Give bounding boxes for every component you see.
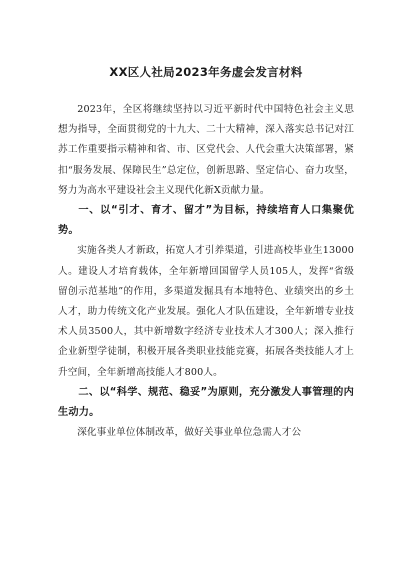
section-heading-1: 一、以“引才、育才、留才”为目标，持续培育人口集聚优势。 — [58, 205, 354, 237]
section-heading-2: 二、以“科学、规范、稳妥”为原则，充分激发人事管理的内生动力。 — [58, 386, 354, 419]
document-content — [58, 64, 354, 443]
section-body-1: 实施各类人才新政，拓宽人才引养渠道，引进高校毕业生13000人。建设人才培育载体，全年新增回国留学人员105人，发挥“省级留创示范基地”的作用，多渠道发掘具有本地特色、业绩突出的乡土人才，助力传统文化产业发展。强化人才队伍建设，全年新增专业技术人员3500人，其中新增数字经济专业技术人才300人；深入推行企业新型学徒制，积极开展各类职业技能竞赛，拓展各类技能人才上升空间，全年新增高技能人才800人。 — [58, 245, 354, 378]
document-title: XX区人社局2023年务虚会发言材料 — [109, 65, 303, 79]
intro-paragraph: 2023年，全区将继续坚持以习近平新时代中国特色社会主义思想为指导，全面贯彻党的十九大、二十大精神，深入落实总书记对江苏工作重要指示精神和省、市、区党代会、人代会重大决策部署，紧扣“服务发展、保障民生”总定位，创新思路、坚定信心、奋力攻坚，努力为高水平建设社会主义现代化新X贡献力量。 — [58, 104, 354, 196]
section-body-2: 深化事业单位体制改革，做好关事业单位急需人才公 — [77, 427, 302, 439]
